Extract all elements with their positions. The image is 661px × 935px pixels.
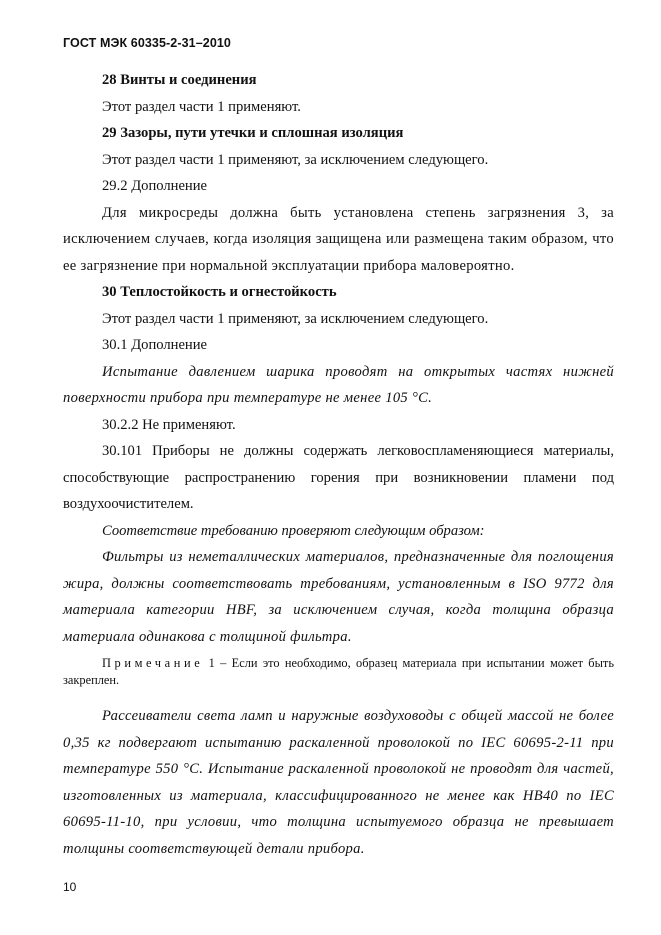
standard-header: ГОСТ МЭК 60335-2-31–2010 bbox=[63, 36, 231, 50]
clause-30-101-paragraph: 30.101 Приборы не должны содержать легковоспламеняющиеся материалы, способствующие распространению горения при возникновении пламени под воздухоочистителем. bbox=[63, 443, 614, 512]
compliance-check-title: Соответствие требованию проверяют следующим образом: bbox=[102, 522, 485, 539]
section-28-heading: 28 Винты и соединения bbox=[102, 72, 257, 88]
filters-requirement-paragraph: Фильтры из неметаллических материалов, предназначенные для поглощения жира, должны соответствовать требованиям, установленным в ISO 9772 для материала категории HBF, за исключением случая, когда толщина образца материала одинакова с толщиной фильтра. bbox=[63, 549, 614, 645]
note-label: Примечание bbox=[102, 656, 204, 670]
note-text: 1 – Если это необходимо, образец материала при испытании может быть закреплен. bbox=[63, 656, 614, 687]
section-30-heading: 30 Теплостойкость и огнестойкость bbox=[102, 284, 337, 300]
clause-29-2-title: 29.2 Дополнение bbox=[102, 178, 208, 194]
page-content bbox=[63, 67, 614, 862]
glow-wire-test-paragraph: Рассеиватели света ламп и наружные воздуховоды с общей массой не более 0,35 кг подвергают испытанию раскаленной проволокой по IEC 60695-2-11 при температуре 550 °С. Испытание раскаленной проволокой не проводят для частей, изготовленных из материала, классифицированного не менее как HB40 по IEC 60695-11-10, при условии, что толщина испытуемого образца не превышает толщины соответствующей детали прибора. bbox=[63, 708, 614, 857]
section-30-text: Этот раздел части 1 применяют, за исключением следующего. bbox=[102, 310, 489, 327]
clause-30-1-title: 30.1 Дополнение bbox=[102, 337, 208, 353]
page-number: 10 bbox=[63, 880, 77, 894]
section-29-text: Этот раздел части 1 применяют, за исключением следующего. bbox=[102, 151, 489, 168]
section-28-text: Этот раздел части 1 применяют. bbox=[102, 98, 301, 115]
section-29-heading: 29 Зазоры, пути утечки и сплошная изоляция bbox=[102, 125, 404, 141]
clause-29-2-paragraph: Для микросреды должна быть установлена степень загрязнения 3, за исключением случаев, когда изоляция защищена или размещена таким образом, что ее загрязнение при нормальной эксплуатации прибора маловероятно. bbox=[63, 204, 614, 274]
clause-30-2-2: 30.2.2 Не применяют. bbox=[102, 416, 236, 433]
note-1 bbox=[63, 655, 614, 689]
clause-30-1-paragraph: Испытание давлением шарика проводят на открытых частях нижней поверхности прибора при температуре не менее 105 °С. bbox=[63, 363, 614, 406]
